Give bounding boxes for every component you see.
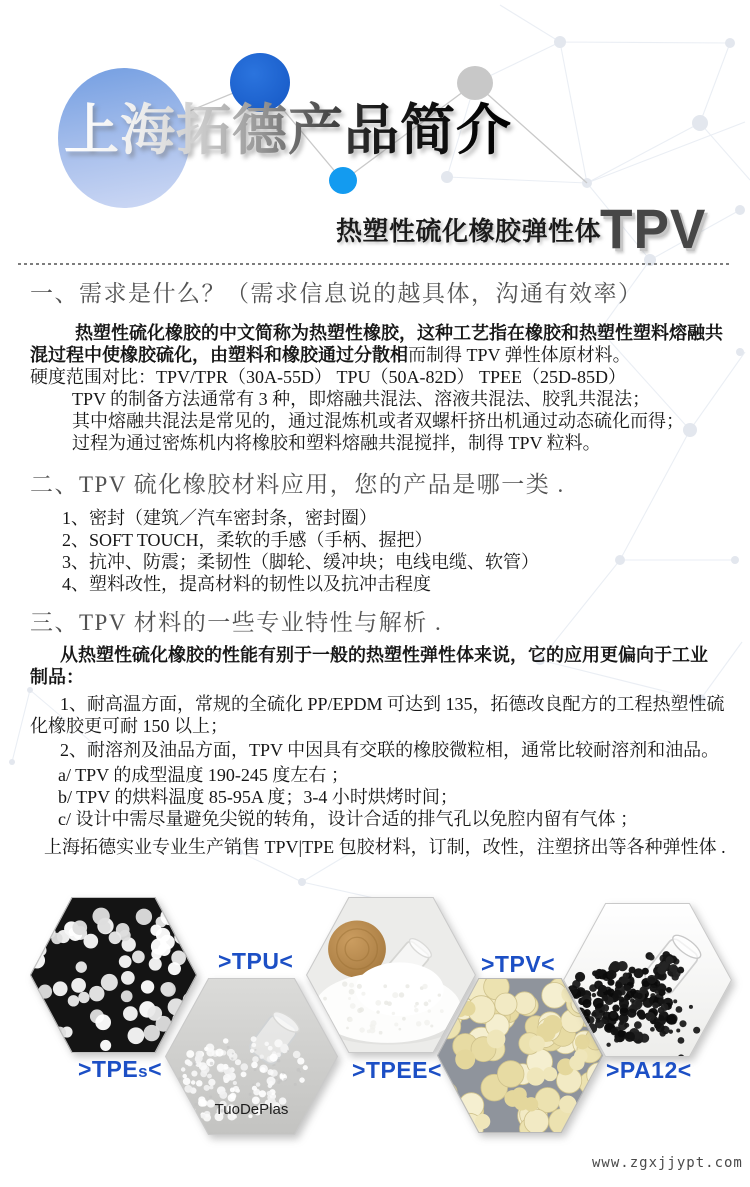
label-tpv: >TPV<: [481, 951, 556, 977]
sub-item: c/ 设计中需尽量避免尖锐的转角，设计合适的排气孔以免腔内留有气体 ；: [58, 809, 638, 829]
method-line: TPV 的制备方法通常有 3 种，即熔融共混法、溶液共混法、胶乳共混法；: [72, 389, 651, 409]
sub-item: a/ TPV 的成型温度 190-245 度左右 ；: [58, 765, 349, 785]
decor-circle-small-blue: [329, 167, 357, 194]
section3-para-line2: 制品：: [30, 667, 84, 687]
brand-name: TuoDePlas: [214, 1101, 289, 1118]
product-code-title: TPV: [600, 197, 707, 260]
subtitle: 热塑性硫化橡胶弹性体: [336, 216, 602, 246]
method-line: 其中熔融共混法是常见的，通过混炼机或者双螺杆挤出机通过动态硫化而得；: [72, 411, 684, 431]
list-item: 2、SOFT TOUCH，柔软的手感（手柄、握把）: [62, 530, 433, 550]
decor-circle-gray: [457, 66, 493, 100]
section2-heading: 二、TPV 硫化橡胶材料应用，您的产品是哪一类 .: [30, 472, 565, 497]
feature-point-1: [30, 693, 738, 737]
section3-paragraph: [30, 644, 738, 688]
label-tpes: >TPEs<: [78, 1056, 163, 1082]
product-photo-pa12: [563, 903, 732, 1057]
point1-line2: 化橡胶更可耐 150 以上；: [30, 716, 228, 736]
section1-para-line1: 热塑性硫化橡胶的中文简称为热塑性橡胶，这种工艺指在橡胶和热塑性塑料熔融共: [75, 323, 723, 343]
section1-heading: 一、需求是什么？（需求信息说的越具体，沟通有效率）: [30, 281, 643, 306]
sub-item: b/ TPV 的烘料温度 85-95A 度；3-4 小时烘烤时间；: [58, 787, 458, 807]
section1-para-line2-regular: 而制得 TPV 弹性体原材料。: [408, 345, 631, 365]
section1-para-line2-bold: 混过程中使橡胶硫化，由塑料和橡胶通过分散相: [30, 345, 408, 365]
website-url: www.zgxjjypt.com: [592, 1155, 743, 1171]
point1-line1: 1、耐高温方面，常规的全硫化 PP/EPDM 可达到 135，拓德改良配方的工程热塑性硫: [60, 694, 725, 714]
list-item: 4、塑料改性，提高材料的韧性以及抗冲击程度: [62, 574, 431, 594]
closing-line: 上海拓德实业专业生产销售 TPV|TPE 包胶材料，订制，改性，注塑挤出等各种弹性体 .: [44, 837, 726, 857]
label-tpu: >TPU<: [218, 948, 294, 974]
document-body: [30, 264, 738, 858]
label-tpee: >TPEE<: [352, 1057, 442, 1083]
section1-paragraph: [30, 322, 738, 366]
label-pa12: >PA12<: [606, 1057, 692, 1083]
application-list: [30, 507, 738, 595]
feature-point-2: 2、耐溶剂及油品方面，TPV 中因具有交联的橡胶微粒相，通常比较耐溶剂和油品。: [60, 740, 720, 760]
section3-para-line1: 从热塑性硫化橡胶的性能有别于一般的热塑性弹性体来说，它的应用更偏向于工业: [60, 645, 708, 665]
list-item: 3、抗冲、防震；柔韧性（脚轮、缓冲块；电线电缆、软管）: [62, 552, 539, 572]
section3-heading: 三、TPV 材料的一些专业特性与解析 .: [30, 610, 443, 635]
sub-item-list: [30, 764, 738, 830]
hardness-compare-line: 硬度范围对比：TPV/TPR（30A-55D） TPU（50A-82D） TPEE（25D-85D）: [30, 367, 626, 387]
page-title: 上海拓德产品简介: [64, 99, 513, 161]
method-line: 过程为通过密炼机内将橡胶和塑料熔融共混搅拌，制得 TPV 粒料。: [72, 433, 601, 453]
list-item: 1、密封（建筑／汽车密封条，密封圈）: [62, 508, 377, 528]
black-pellets-image: [563, 903, 732, 1057]
